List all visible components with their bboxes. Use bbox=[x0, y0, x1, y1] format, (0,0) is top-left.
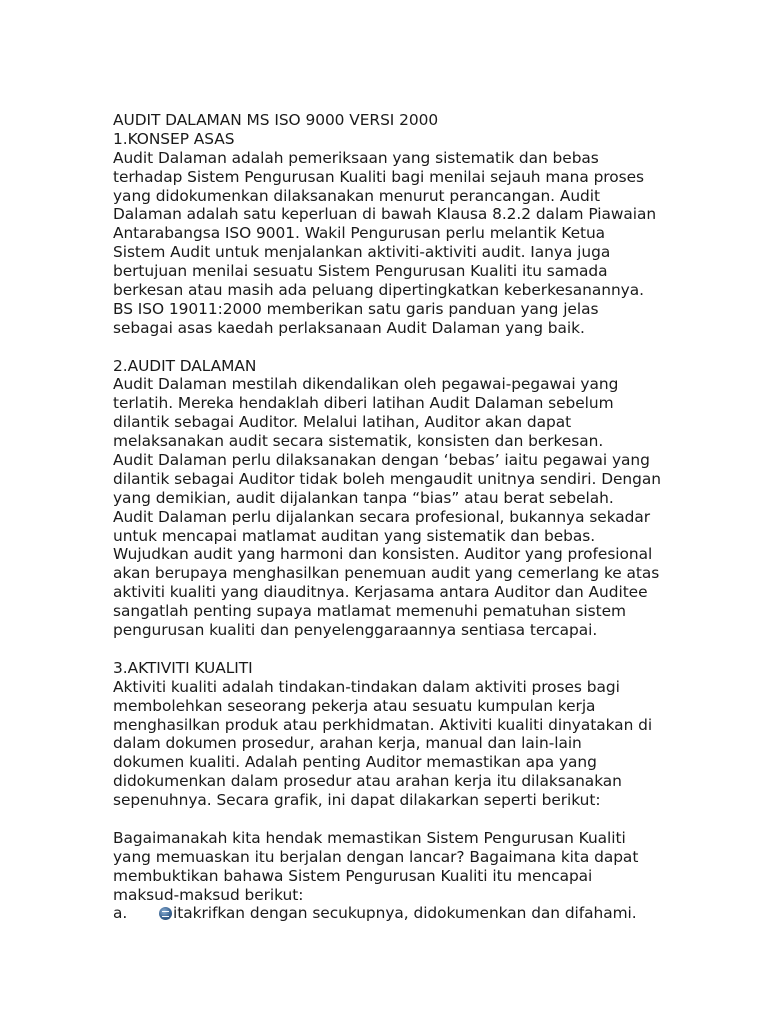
paragraph-line: terhadap Sistem Pengurusan Kualiti bagi menilai sejauh mana proses bbox=[113, 167, 644, 186]
paragraph-line: untuk mencapai matlamat auditan yang sistematik dan bebas. bbox=[113, 526, 596, 545]
paragraph-line: Audit Dalaman perlu dilaksanakan dengan ‘bebas’ iaitu pegawai yang bbox=[113, 451, 650, 470]
document-page bbox=[113, 111, 673, 923]
paragraph-line: dokumen kualiti. Adalah penting Auditor memastikan apa yang bbox=[113, 753, 597, 772]
paragraph-line: dilantik sebagai Auditor. Melalui latihan, Auditor akan dapat bbox=[113, 413, 572, 432]
paragraph-spacer bbox=[113, 640, 673, 659]
paragraph-line: dilantik sebagai Auditor tidak boleh mengaudit unitnya sendiri. Dengan bbox=[113, 469, 661, 488]
paragraph-line: melaksanakan audit secara sistematik, konsisten dan berkesan. bbox=[113, 432, 604, 451]
paragraph-line: sepenuhnya. Secara grafik, ini dapat dilakarkan seperti berikut: bbox=[113, 791, 601, 810]
paragraph-line: Sistem Audit untuk menjalankan aktiviti-aktiviti audit. Ianya juga bbox=[113, 243, 611, 262]
paragraph-spacer bbox=[113, 810, 673, 829]
section-heading: 1.KONSEP ASAS bbox=[113, 129, 235, 148]
paragraph-line: terlatih. Mereka hendaklah diberi latihan Audit Dalaman sebelum bbox=[113, 394, 614, 413]
paragraph-line: yang didokumenkan dilaksanakan menurut perancangan. Audit bbox=[113, 186, 600, 205]
paragraph-line: didokumenkan dalam prosedur atau arahan kerja itu dilaksanakan bbox=[113, 772, 622, 791]
paragraph-line: Audit Dalaman perlu dijalankan secara profesional, bukannya sekadar bbox=[113, 507, 651, 526]
paragraph-line: yang memuaskan itu berjalan dengan lancar? Bagaimana kita dapat bbox=[113, 847, 639, 866]
list-item bbox=[113, 904, 673, 923]
list-item-text: itakrifkan dengan secukupnya, didokumenkan dan difahami. bbox=[173, 904, 637, 923]
paragraph-line: berkesan atau masih ada peluang dipertingkatkan keberkesanannya. bbox=[113, 281, 644, 300]
paragraph-line: Aktiviti kualiti adalah tindakan-tindakan dalam aktiviti proses bagi bbox=[113, 677, 620, 696]
paragraph-spacer bbox=[113, 338, 673, 357]
section-konsep-asas bbox=[113, 130, 673, 338]
paragraph-line: aktiviti kualiti yang diauditnya. Kerjasama antara Auditor dan Auditee bbox=[113, 583, 648, 602]
paragraph-line: Dalaman adalah satu keperluan di bawah Klausa 8.2.2 dalam Piawaian bbox=[113, 205, 657, 224]
section-aktiviti-kualiti bbox=[113, 659, 673, 810]
paragraph-line: membolehkan seseorang pekerja atau sesuatu kumpulan kerja bbox=[113, 696, 596, 715]
paragraph-line: membuktikan bahawa Sistem Pengurusan Kualiti itu mencapai bbox=[113, 866, 593, 885]
section-heading: 2.AUDIT DALAMAN bbox=[113, 356, 257, 375]
paragraph-line: bertujuan menilai sesuatu Sistem Pengurusan Kualiti itu samada bbox=[113, 262, 608, 281]
paragraph-line: Antarabangsa ISO 9001. Wakil Pengurusan perlu melantik Ketua bbox=[113, 224, 606, 243]
document-title: AUDIT DALAMAN MS ISO 9000 VERSI 2000 bbox=[113, 111, 439, 129]
section-audit-dalaman bbox=[113, 357, 673, 640]
paragraph-line: Audit Dalaman mestilah dikendalikan oleh pegawai-pegawai yang bbox=[113, 375, 619, 394]
closing-paragraph bbox=[113, 829, 673, 923]
paragraph-line: Bagaimanakah kita hendak memastikan Sistem Pengurusan Kualiti bbox=[113, 828, 626, 847]
paragraph-line: akan berupaya menghasilkan penemuan audit yang cemerlang ke atas bbox=[113, 564, 660, 583]
paragraph-line: sangatlah penting supaya matlamat memenuhi pematuhan sistem bbox=[113, 602, 626, 621]
paragraph-line: BS ISO 19011:2000 memberikan satu garis panduan yang jelas bbox=[113, 299, 599, 318]
paragraph-line: sebagai asas kaedah perlaksanaan Audit Dalaman yang baik. bbox=[113, 318, 585, 337]
section-heading: 3.AKTIVITI KUALITI bbox=[113, 658, 253, 677]
paragraph-line: Wujudkan audit yang harmoni dan konsisten. Auditor yang profesional bbox=[113, 545, 653, 564]
list-marker: a. bbox=[113, 904, 128, 923]
paragraph-line: dalam dokumen prosedur, arahan kerja, manual dan lain-lain bbox=[113, 734, 582, 753]
paragraph-line: yang demikian, audit dijalankan tanpa “bias” atau berat sebelah. bbox=[113, 488, 614, 507]
broken-glyph-icon bbox=[159, 907, 172, 920]
paragraph-line: pengurusan kualiti dan penyelenggaraannya sentiasa tercapai. bbox=[113, 621, 598, 640]
paragraph-line: Audit Dalaman adalah pemeriksaan yang sistematik dan bebas bbox=[113, 148, 599, 167]
paragraph-line: maksud-maksud berikut: bbox=[113, 885, 304, 904]
paragraph-line: menghasilkan produk atau perkhidmatan. Aktiviti kualiti dinyatakan di bbox=[113, 715, 653, 734]
